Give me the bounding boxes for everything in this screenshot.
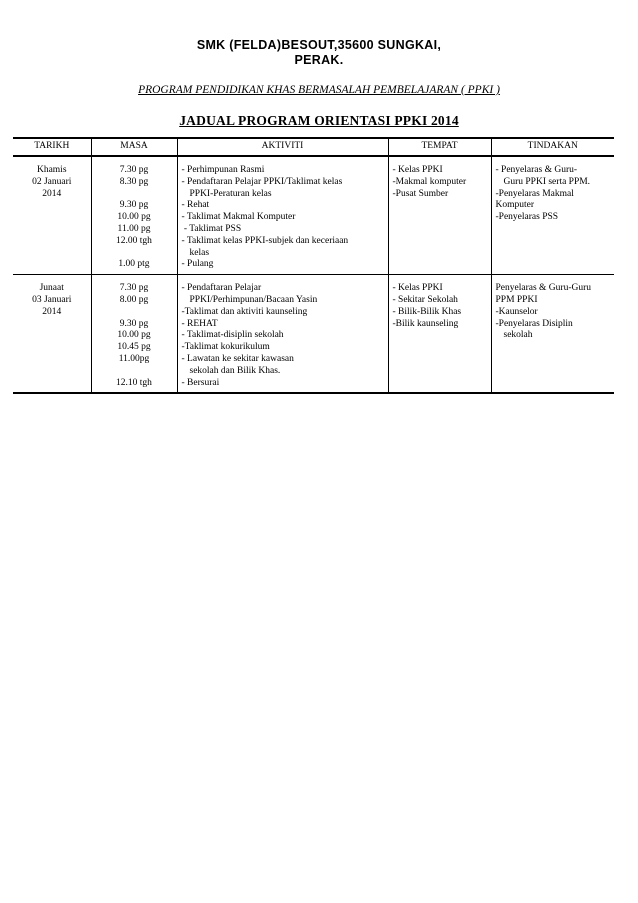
masa-line: 7.30 pg — [119, 283, 149, 294]
tindakan-line: - Penyelaras & Guru- — [495, 165, 578, 175]
aktiviti-line: - Perhimpunan Rasmi — [181, 165, 265, 175]
cell-masa — [91, 275, 177, 394]
cell-tempat — [388, 156, 491, 275]
tempat-line: - Kelas PPKI — [392, 165, 443, 175]
tindakan-line: -Penyelaras Disiplin — [495, 318, 573, 329]
aktiviti-line: sekolah dan Bilik Khas. — [189, 365, 281, 376]
tempat-line: - Bilik-Bilik Khas — [392, 306, 462, 317]
tindakan-line: sekolah — [503, 330, 533, 341]
tindakan-line: -Penyelaras Makmal — [495, 188, 574, 199]
masa-line: 8.30 pg — [119, 176, 149, 187]
column-header-masa: MASA — [91, 138, 177, 156]
aktiviti-line: - Taklimat Makmal Komputer — [181, 212, 296, 223]
school-name-line1: SMK (FELDA)BESOUT,35600 SUNGKAI, — [196, 38, 442, 52]
document-title: JADUAL PROGRAM ORIENTASI PPKI 2014 — [179, 113, 459, 128]
cell-tindakan — [491, 275, 614, 394]
tempat-line: -Pusat Sumber — [392, 188, 449, 199]
tarikh-line: Khamis — [36, 165, 67, 175]
tempat-line: - Sekitar Sekolah — [392, 294, 458, 305]
tempat-line: - Kelas PPKI — [392, 283, 443, 294]
aktiviti-line: - Bersurai — [181, 377, 220, 388]
aktiviti-line: -Taklimat kokurikulum — [181, 342, 270, 353]
masa-line: 9.30 pg — [119, 200, 149, 211]
aktiviti-line: PPKI-Peraturan kelas — [189, 188, 272, 199]
tindakan-line: PPM PPKI — [495, 294, 538, 305]
aktiviti-line: - Pulang — [181, 259, 214, 270]
masa-line: 11.00 pg — [117, 223, 151, 234]
aktiviti-line: - REHAT — [181, 318, 218, 329]
aktiviti-line: - Lawatan ke sekitar kawasan — [181, 353, 294, 364]
tarikh-line: 02 Januari — [32, 176, 72, 187]
cell-tarikh — [13, 156, 91, 275]
aktiviti-line: kelas — [189, 247, 210, 258]
cell-tarikh — [13, 275, 91, 394]
aktiviti-line: - Rehat — [181, 200, 210, 211]
cell-tindakan — [491, 156, 614, 275]
tindakan-line: Guru PPKI serta PPM. — [503, 176, 591, 187]
table-header-row — [13, 138, 614, 156]
masa-line: 10.00 pg — [117, 330, 151, 341]
masa-line: 7.30 pg — [119, 165, 149, 175]
tempat-line: -Makmal komputer — [392, 176, 467, 187]
school-name-line2: PERAK. — [294, 53, 344, 67]
aktiviti-line: - Pendaftaran Pelajar PPKI/Taklimat kelas — [181, 176, 343, 187]
column-header-tarikh: TARIKH — [13, 138, 91, 156]
masa-line: 10.45 pg — [117, 342, 151, 353]
masa-line: 12.00 tgh — [116, 235, 152, 246]
schedule-table — [13, 137, 614, 394]
aktiviti-line: - Taklimat PSS — [181, 223, 242, 234]
masa-gap — [96, 366, 173, 378]
tarikh-line: 03 Januari — [32, 294, 72, 305]
cell-aktiviti — [177, 156, 388, 275]
aktiviti-line: -Taklimat dan aktiviti kaunseling — [181, 306, 308, 317]
masa-line: 10.00 pg — [117, 212, 151, 223]
cell-aktiviti — [177, 275, 388, 394]
aktiviti-line: - Taklimat kelas PPKI-subjek dan keceriaan — [181, 235, 349, 246]
tindakan-line: -Penyelaras PSS — [495, 212, 559, 223]
masa-line: 12.10 tgh — [116, 377, 152, 388]
masa-line: 11.00pg — [118, 353, 150, 364]
school-header — [0, 38, 638, 68]
tarikh-line: 2014 — [42, 188, 62, 199]
masa-gap — [96, 248, 173, 260]
tarikh-line: 2014 — [42, 306, 62, 317]
masa-gap — [96, 307, 173, 319]
column-header-tindakan: TINDAKAN — [491, 138, 614, 156]
cell-masa — [91, 156, 177, 275]
program-name: PROGRAM PENDIDIKAN KHAS BERMASALAH PEMBELAJARAN ( PPKI ) — [138, 84, 500, 96]
cell-tempat — [388, 275, 491, 394]
column-header-tempat: TEMPAT — [388, 138, 491, 156]
tindakan-line: Komputer — [495, 200, 535, 211]
table-row — [13, 156, 614, 275]
tarikh-line: Junaat — [39, 283, 64, 294]
masa-gap — [96, 189, 173, 201]
aktiviti-line: PPKI/Perhimpunan/Bacaan Yasin — [189, 294, 318, 305]
tempat-line: -Bilik kaunseling — [392, 318, 459, 329]
table-row — [13, 275, 614, 394]
tindakan-line: -Kaunselor — [495, 306, 538, 317]
tindakan-line: Penyelaras & Guru-Guru — [495, 283, 592, 294]
masa-line: 1.00 ptg — [118, 259, 150, 270]
masa-line: 8.00 pg — [119, 294, 149, 305]
masa-line: 9.30 pg — [119, 318, 149, 329]
aktiviti-line: - Taklimat-disiplin sekolah — [181, 330, 284, 341]
column-header-aktiviti: AKTIVITI — [177, 138, 388, 156]
aktiviti-line: - Pendaftaran Pelajar — [181, 283, 262, 294]
